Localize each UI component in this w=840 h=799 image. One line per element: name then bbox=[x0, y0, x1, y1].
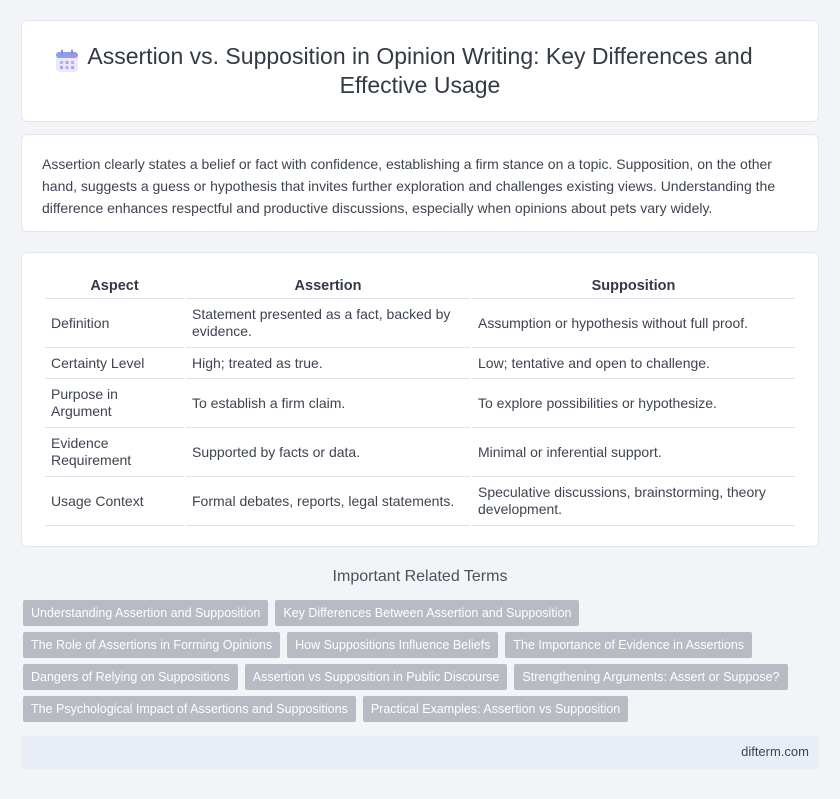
table-row bbox=[45, 379, 795, 428]
table-cell-supposition: Minimal or inferential support. bbox=[472, 428, 795, 477]
table-cell-aspect: Certainty Level bbox=[45, 348, 184, 379]
related-terms-heading: Important Related Terms bbox=[332, 568, 508, 585]
related-terms-list bbox=[23, 600, 823, 722]
related-term-tag[interactable]: The Importance of Evidence in Assertions bbox=[505, 632, 752, 658]
table-cell-aspect: Usage Context bbox=[45, 477, 184, 526]
table-cell-supposition: Low; tentative and open to challenge. bbox=[472, 348, 795, 379]
table-row bbox=[45, 428, 795, 477]
column-header-supposition: Supposition bbox=[472, 275, 795, 299]
header-card bbox=[21, 20, 819, 122]
footer-site-link[interactable]: difterm.com bbox=[741, 744, 809, 759]
header-inner bbox=[22, 21, 818, 121]
page-title: Assertion vs. Supposition in Opinion Writing: Key Differences and Effective Usage bbox=[87, 43, 753, 98]
related-term-tag[interactable]: Assertion vs Supposition in Public Discourse bbox=[245, 664, 508, 690]
related-term-tag[interactable]: Understanding Assertion and Supposition bbox=[23, 600, 268, 626]
table-cell-assertion: To establish a firm claim. bbox=[186, 379, 470, 428]
comparison-table bbox=[43, 275, 797, 526]
related-term-tag[interactable]: Key Differences Between Assertion and Supposition bbox=[275, 600, 579, 626]
table-cell-supposition: Assumption or hypothesis without full proof. bbox=[472, 299, 795, 348]
table-cell-supposition: Speculative discussions, brainstorming, theory development. bbox=[472, 477, 795, 526]
table-row bbox=[45, 348, 795, 379]
comparison-table-card bbox=[21, 252, 819, 547]
table-row bbox=[45, 299, 795, 348]
column-header-assertion: Assertion bbox=[186, 275, 470, 299]
related-term-tag[interactable]: The Psychological Impact of Assertions and Suppositions bbox=[23, 696, 356, 722]
table-cell-aspect: Purpose in Argument bbox=[45, 379, 184, 428]
table-cell-assertion: High; treated as true. bbox=[186, 348, 470, 379]
table-cell-aspect: Definition bbox=[45, 299, 184, 348]
intro-paragraph: Assertion clearly states a belief or fact with confidence, establishing a firm stance on a topic. Supposition, on the other hand, suggests a guess or hypothesis that invites further exploration and challenges existing views. Understanding the difference enhances respectful and productive discussions, especially when opinions about pets vary widely. bbox=[42, 156, 776, 216]
footer bbox=[21, 736, 819, 769]
related-term-tag[interactable]: Practical Examples: Assertion vs Supposition bbox=[363, 696, 628, 722]
column-header-aspect: Aspect bbox=[45, 275, 184, 299]
table-cell-assertion: Statement presented as a fact, backed by evidence. bbox=[186, 299, 470, 348]
table-cell-assertion: Formal debates, reports, legal statements. bbox=[186, 477, 470, 526]
table-cell-supposition: To explore possibilities or hypothesize. bbox=[472, 379, 795, 428]
table-header-row bbox=[45, 275, 795, 299]
related-term-tag[interactable]: How Suppositions Influence Beliefs bbox=[287, 632, 498, 658]
table-cell-assertion: Supported by facts or data. bbox=[186, 428, 470, 477]
table-cell-aspect: Evidence Requirement bbox=[45, 428, 184, 477]
intro-card bbox=[21, 134, 819, 232]
table-row bbox=[45, 477, 795, 526]
related-term-tag[interactable]: The Role of Assertions in Forming Opinions bbox=[23, 632, 280, 658]
related-term-tag[interactable]: Dangers of Relying on Suppositions bbox=[23, 664, 238, 690]
related-term-tag[interactable]: Strengthening Arguments: Assert or Suppose? bbox=[514, 664, 787, 690]
